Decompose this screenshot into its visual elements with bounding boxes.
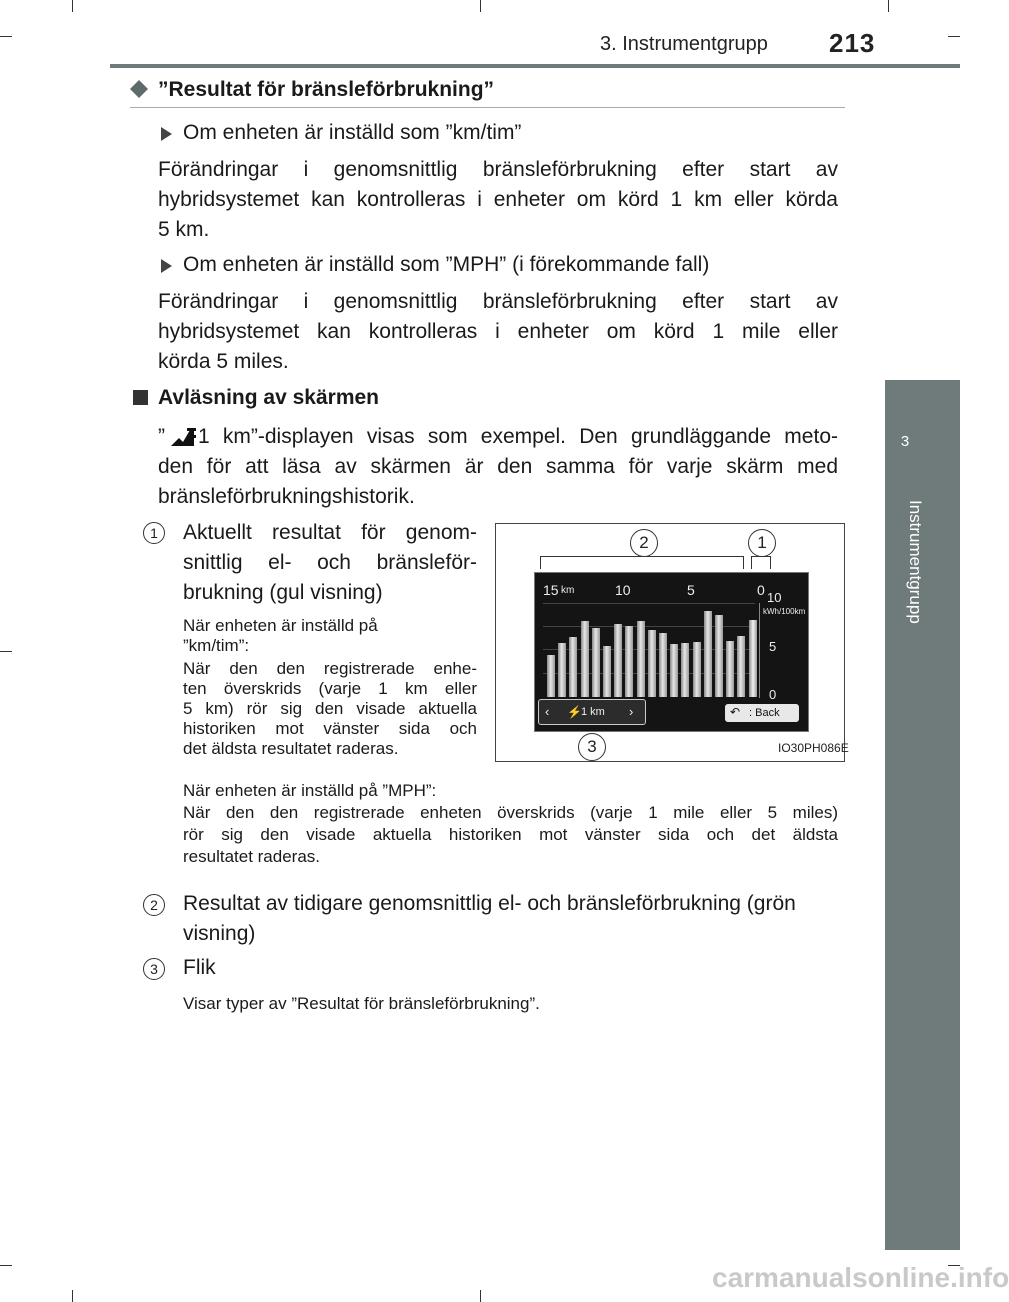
item-number-1: 1 bbox=[143, 522, 165, 544]
body-line: Förändringar i genomsnittlig bränsleförbrukning efter start av bbox=[158, 158, 838, 181]
history-bar bbox=[558, 643, 566, 697]
scale-label-15: 15 bbox=[543, 582, 559, 598]
crop-mark bbox=[948, 36, 960, 37]
item-1-note-line: 5 km) rör sig den visade aktuella bbox=[183, 699, 477, 718]
history-bar bbox=[581, 621, 589, 697]
ev-fuel-small-icon: ⚡ bbox=[567, 705, 582, 719]
item-3-title: Flik bbox=[183, 956, 216, 979]
triangle-bullet-icon bbox=[161, 259, 172, 273]
section-heading: ”Resultat för bränsleförbrukning” bbox=[158, 78, 495, 101]
history-bar bbox=[637, 621, 645, 697]
history-bar bbox=[737, 636, 745, 697]
crop-mark bbox=[0, 651, 12, 652]
figure-callout-2: 2 bbox=[630, 529, 658, 557]
ev-fuel-icon bbox=[168, 426, 198, 448]
chevron-left-icon[interactable]: ‹ bbox=[545, 704, 550, 719]
intro-line: den för att läsa av skärmen är den samma för varje skärm med bbox=[158, 455, 838, 478]
bracket-history bbox=[540, 556, 744, 569]
scale-label-0: 0 bbox=[757, 582, 765, 598]
item-1-note-line: historiken mot vänster sida och bbox=[183, 719, 477, 738]
item-number-3: 3 bbox=[143, 958, 165, 980]
item-2-title-line: visning) bbox=[183, 922, 256, 945]
intro-line: 1 km”-displayen visas som exempel. Den grundläggande meto- bbox=[198, 425, 838, 448]
crop-mark bbox=[72, 1290, 73, 1302]
item-1-note-line: ”km/tim”: bbox=[183, 636, 250, 655]
diamond-bullet-icon bbox=[130, 80, 148, 98]
item-1-mph-note-line: rör sig den visade aktuella historiken mot vänster sida och det äldsta bbox=[183, 825, 838, 844]
figure-callout-3: 3 bbox=[578, 733, 606, 761]
item-1-title-line: snittlig el- och bränsleför- bbox=[183, 551, 477, 574]
back-button[interactable] bbox=[725, 704, 799, 722]
chapter-label: Instrumentgrupp bbox=[906, 500, 925, 624]
y-label-0: 0 bbox=[769, 687, 777, 702]
y-label-10: 10 bbox=[767, 590, 782, 605]
triangle-bullet-icon bbox=[161, 127, 172, 141]
bar-area bbox=[535, 573, 765, 697]
item-1-note-line: När den den registrerade enhe- bbox=[183, 659, 477, 678]
scale-label-10: 10 bbox=[615, 582, 631, 598]
tab-label: 1 km bbox=[581, 706, 605, 718]
item-1-note-line: ten överskrids (varje 1 km eller bbox=[183, 679, 477, 698]
subheading-mph: Om enheten är inställd som ”MPH” (i förekommande fall) bbox=[183, 253, 710, 276]
history-bar bbox=[670, 644, 678, 697]
crop-mark bbox=[480, 0, 481, 12]
crop-mark bbox=[888, 0, 889, 12]
intro-line: bränsleförbrukningshistorik. bbox=[158, 485, 415, 508]
history-bar bbox=[592, 628, 600, 697]
item-3-note: Visar typer av ”Resultat för bränsleförbrukning”. bbox=[183, 994, 540, 1013]
body-line: 5 km. bbox=[158, 218, 210, 241]
history-bar bbox=[681, 643, 689, 697]
item-1-mph-note-line: När enheten är inställd på ”MPH”: bbox=[183, 781, 437, 800]
history-bar bbox=[547, 655, 555, 697]
item-number-2: 2 bbox=[143, 894, 165, 916]
back-arrow-icon: ↶ bbox=[730, 705, 741, 719]
y-unit: kWh/100km bbox=[763, 607, 806, 616]
subheading-km: Om enheten är inställd som ”km/tim” bbox=[183, 121, 522, 144]
history-bar bbox=[648, 630, 656, 697]
history-bar bbox=[715, 615, 723, 697]
body-line: körda 5 miles. bbox=[158, 350, 289, 373]
square-bullet-icon bbox=[133, 390, 148, 405]
history-bar bbox=[614, 624, 622, 697]
figure-callout-1: 1 bbox=[748, 529, 776, 557]
chevron-right-icon[interactable]: › bbox=[629, 704, 634, 719]
tab-selector[interactable] bbox=[538, 699, 646, 725]
body-line: hybridsystemet kan kontrolleras i enheter om körd 1 mile eller bbox=[158, 320, 838, 343]
history-bar bbox=[625, 626, 633, 697]
watermark: carmanualsonline.info bbox=[712, 1262, 1009, 1293]
history-bar bbox=[569, 637, 577, 697]
scale-unit-km: km bbox=[561, 585, 575, 596]
body-line: hybridsystemet kan kontrolleras i enheter om körd 1 km eller körda bbox=[158, 188, 838, 211]
header-rule bbox=[110, 64, 960, 68]
history-bar bbox=[749, 620, 757, 697]
item-1-note-line: När enheten är inställd på bbox=[183, 616, 378, 635]
item-2-title-line: Resultat av tidigare genomsnittlig el- och bränsleförbrukning (grön bbox=[183, 892, 796, 915]
back-label: : Back bbox=[749, 707, 780, 719]
item-1-mph-note-line: När den den registrerade enheten överskrids (varje 1 mile eller 5 miles) bbox=[183, 803, 838, 822]
crop-mark bbox=[480, 1290, 481, 1302]
figure-code: IO30PH086E bbox=[778, 741, 849, 755]
body-line: Förändringar i genomsnittlig bränsleförbrukning efter start av bbox=[158, 290, 838, 313]
item-1-title-line: brukning (gul visning) bbox=[183, 581, 383, 604]
y-label-5: 5 bbox=[769, 639, 777, 654]
item-1-mph-note-line: resultatet raderas. bbox=[183, 847, 321, 866]
history-bar bbox=[693, 642, 701, 697]
history-bar bbox=[704, 611, 712, 697]
running-header-section: 3. Instrumentgrupp bbox=[600, 33, 768, 55]
crop-mark bbox=[72, 0, 73, 12]
crop-mark bbox=[0, 36, 12, 37]
intro-quote: ” bbox=[158, 425, 165, 448]
history-bar bbox=[603, 646, 611, 697]
chapter-number: 3 bbox=[900, 433, 910, 450]
crop-mark bbox=[0, 1265, 12, 1266]
scale-label-5: 5 bbox=[687, 582, 695, 598]
page-number: 213 bbox=[829, 28, 876, 58]
bracket-current bbox=[751, 556, 771, 569]
display-screen bbox=[534, 572, 809, 732]
item-1-note-line: det äldsta resultatet raderas. bbox=[183, 739, 399, 758]
heading-rule bbox=[130, 107, 845, 108]
subsection-heading: Avläsning av skärmen bbox=[158, 386, 379, 409]
history-bar bbox=[726, 641, 734, 697]
history-bar bbox=[659, 633, 667, 697]
item-1-title-line: Aktuellt resultat för genom- bbox=[183, 521, 477, 544]
